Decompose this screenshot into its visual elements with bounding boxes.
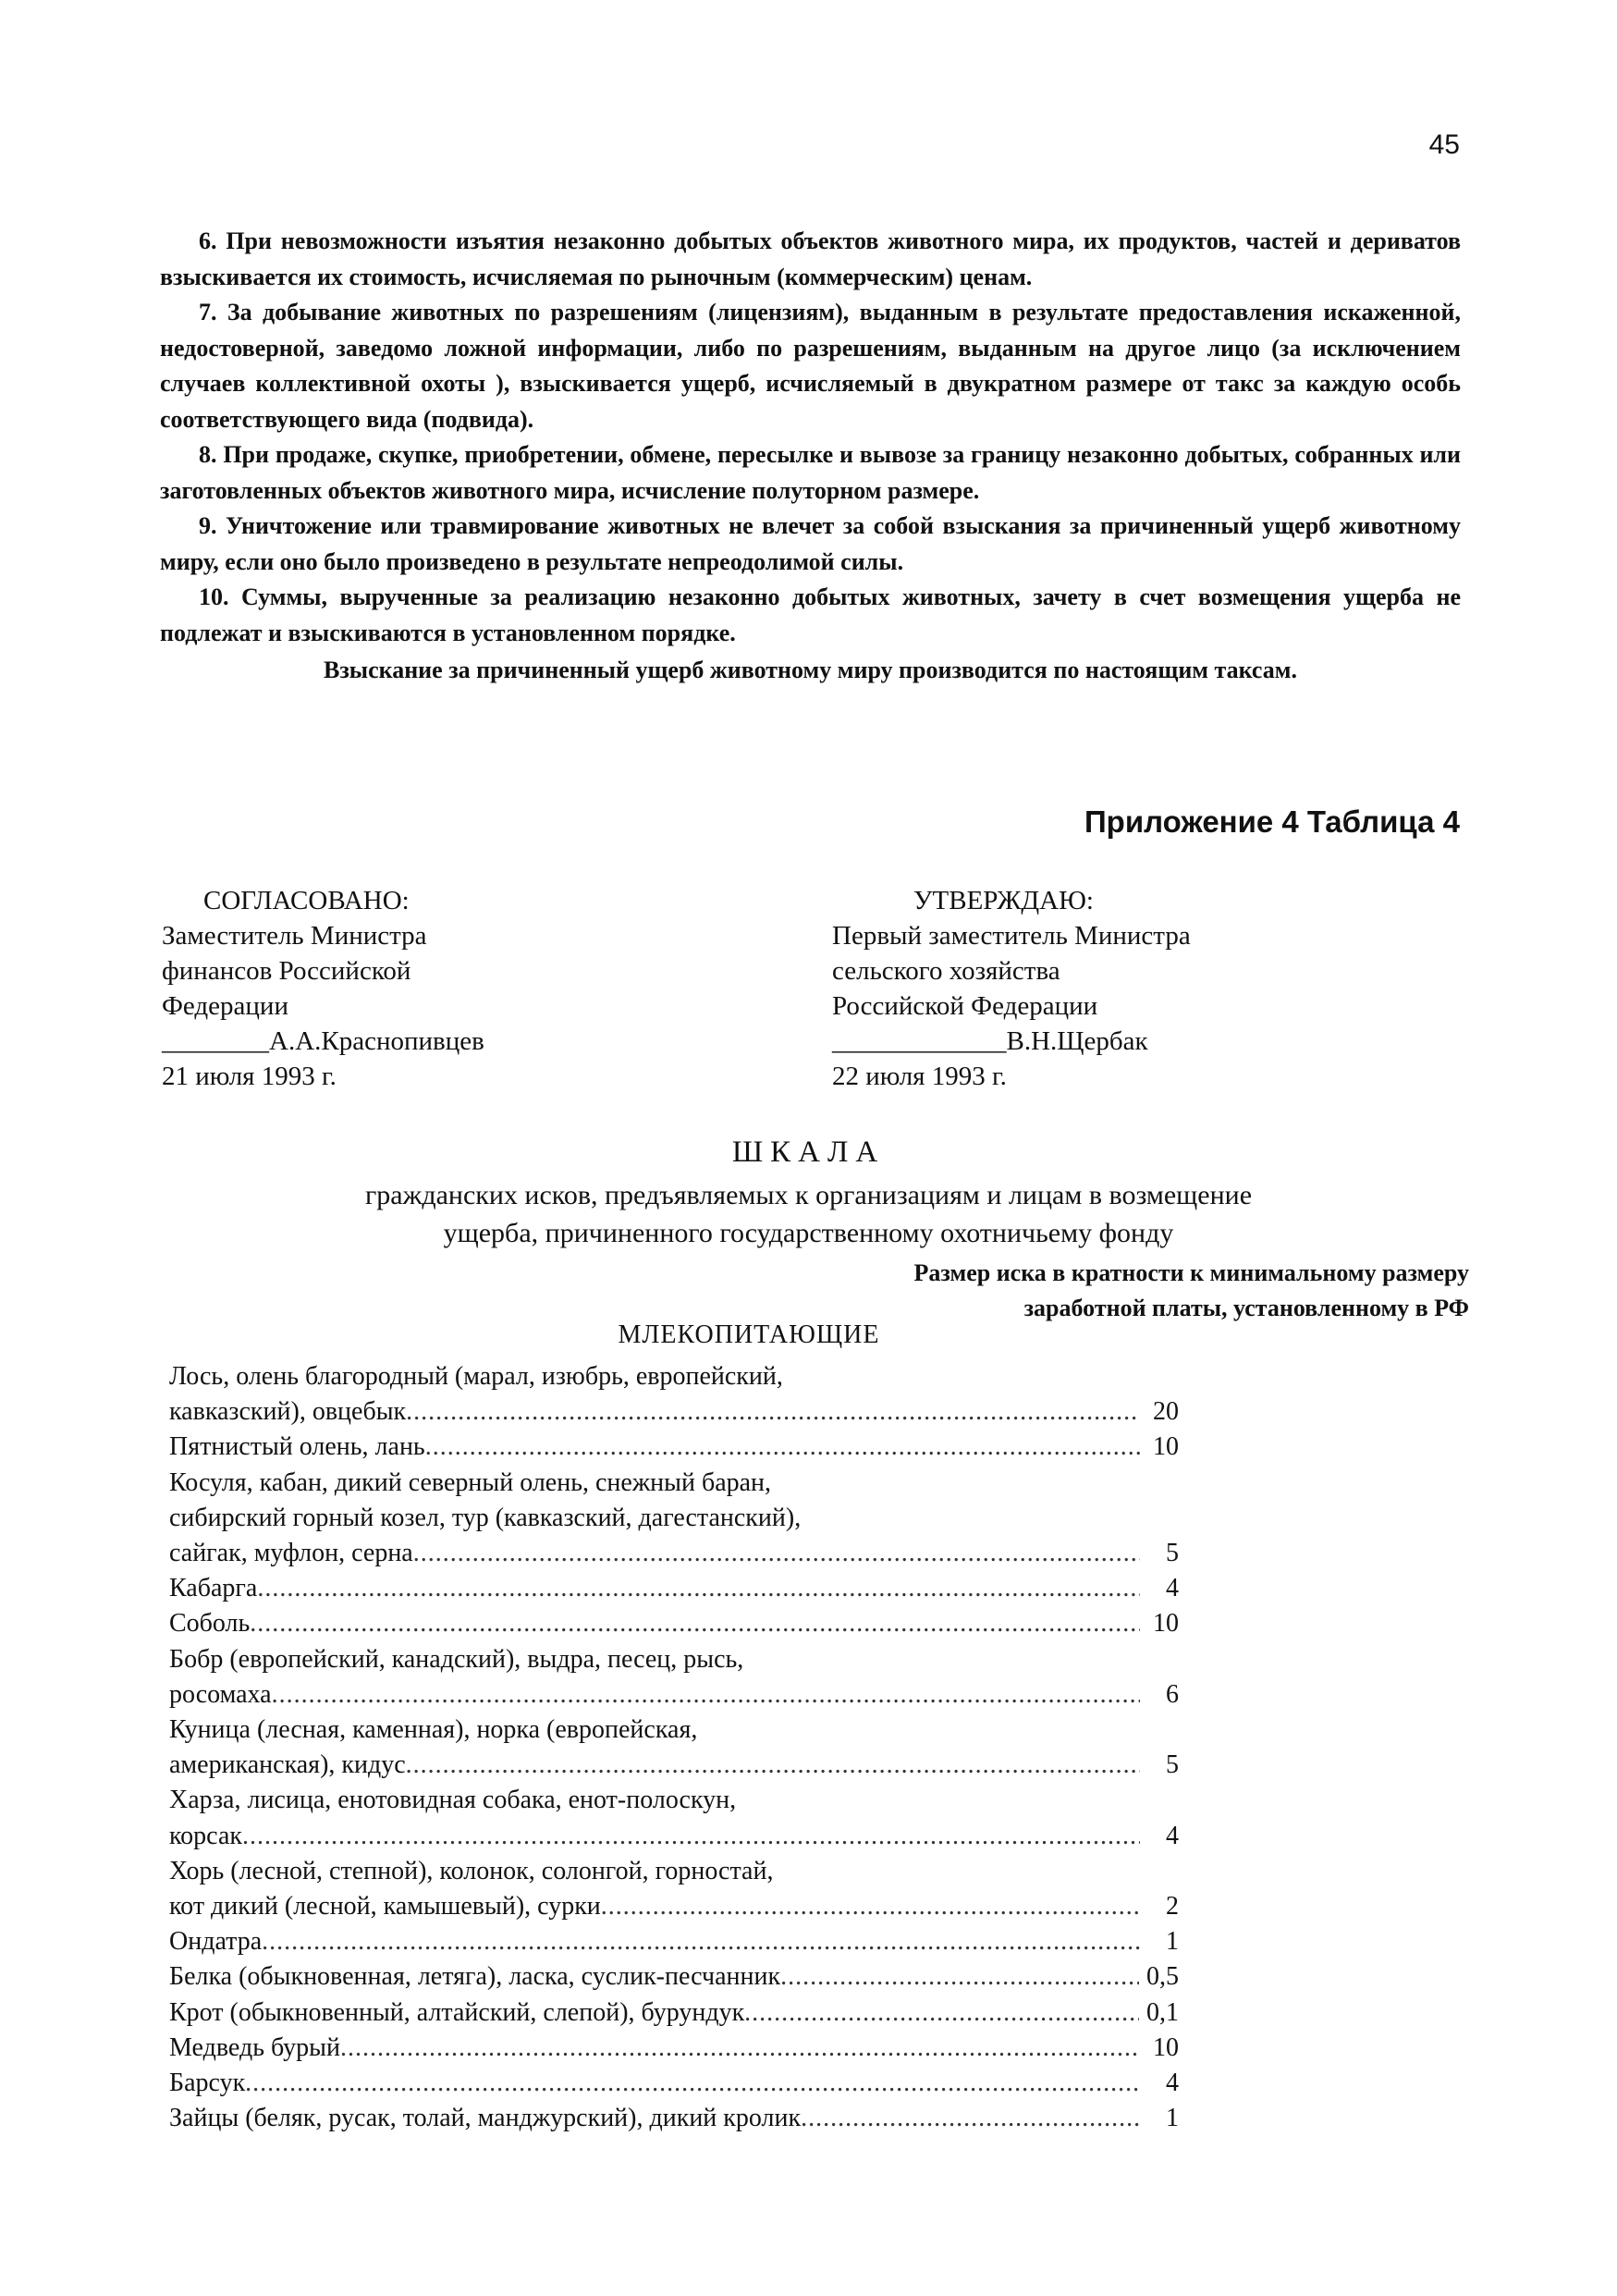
- agreed-position-line-2: финансов Российской: [162, 956, 411, 986]
- species-name: американская), кидус: [169, 1750, 406, 1780]
- dot-leader: [780, 1959, 1139, 1995]
- closing-statement: Взыскание за причиненный ущерб животному миру производится по настоящим таксам.: [323, 657, 1297, 683]
- species-entry-row: [169, 1677, 1179, 1713]
- species-entry-row: [169, 1995, 1179, 2031]
- size-note-line-1: Размер иска в кратности к минимальному размеру: [913, 1259, 1469, 1286]
- appendix-title: Приложение 4 Таблица 4: [1084, 804, 1460, 839]
- species-name: Барсук: [169, 2069, 246, 2098]
- scale-subtitle: [0, 1176, 1617, 1252]
- paragraph-10: 10. Суммы, вырученные за реализацию незаконно добытых животных, зачету в счет возмещения ущерба не подлежат и взыскиваются в установленном порядке.: [160, 583, 1461, 646]
- claim-multiplier: 10: [1153, 2032, 1179, 2062]
- species-entry: [169, 1430, 1179, 1465]
- approved-date: 22 июля 1993 г.: [832, 1062, 1007, 1091]
- claim-multiplier: 0,5: [1146, 1962, 1179, 1992]
- claim-multiplier: 10: [1153, 1432, 1179, 1462]
- claim-multiplier: 2: [1166, 1892, 1179, 1922]
- species-name: росомаха: [169, 1679, 272, 1709]
- species-entry-text: Бобр (европейский, канадский), выдра, песец, рысь,: [169, 1644, 744, 1674]
- agreed-signature: ________А.А.Краснопивцев: [162, 1026, 484, 1056]
- dot-leader: [250, 1606, 1140, 1641]
- species-entry-text: Куница (лесная, каменная), норка (европейская,: [169, 1715, 698, 1745]
- paragraph-6: 6. При невозможности изъятия незаконно добытых объектов животного мира, их продуктов, частей и дериватов взыскивается их стоимость, исчисляемая по рыночным (коммерческим) ценам.: [160, 227, 1461, 290]
- species-name: Медведь бурый: [169, 2032, 340, 2062]
- dot-leader: [406, 1748, 1140, 1783]
- species-entry-row: [169, 2101, 1179, 2136]
- species-name: Пятнистый олень, лань: [169, 1432, 425, 1462]
- agreed-position-line-3: Федерации: [162, 991, 288, 1021]
- approved-position-line-2: сельского хозяйства: [832, 956, 1060, 986]
- species-name: сайгак, муфлон, серна: [169, 1539, 413, 1568]
- section-heading: МЛЕКОПИТАЮЩИЕ: [618, 1320, 880, 1349]
- approved-signature: _____________В.Н.Щербак: [832, 1026, 1148, 1056]
- species-entry: [169, 1959, 1179, 1995]
- claim-multiplier: 0,1: [1146, 1997, 1179, 2027]
- dot-leader: [262, 1924, 1140, 1959]
- dot-leader: [744, 1995, 1139, 2031]
- species-entry-row: [169, 1536, 1179, 1571]
- species-entry-row: [169, 2031, 1179, 2066]
- species-name: корсак: [169, 1821, 242, 1850]
- dot-leader: [801, 2101, 1140, 2136]
- claim-multiplier: 1: [1166, 2104, 1179, 2133]
- paragraph-7: 7. За добывание животных по разрешениям (лицензиям), выданным в результате предоставления искаженной, недостоверной, заведомо ложной информации, либо по разрешениям, выданным на другое лицо (за исключением случаев коллективной охоты ), взыскивается ущерб, исчисляемый в двукратном размере от такс за каждую особь соответствующего вида (подвида).: [160, 299, 1461, 433]
- claim-multiplier: 20: [1153, 1397, 1179, 1427]
- dot-leader: [413, 1536, 1140, 1571]
- claim-multiplier: 4: [1166, 2069, 1179, 2098]
- species-name: Зайцы (беляк, русак, толай, манджурский), дикий кролик: [169, 2104, 802, 2133]
- species-entry-text: Харза, лисица, енотовидная собака, енот-полоскун,: [169, 1786, 737, 1815]
- dot-leader: [406, 1394, 1140, 1430]
- species-name: Ондатра: [169, 1927, 263, 1957]
- approved-position-line-3: Российской Федерации: [832, 991, 1098, 1021]
- dot-leader: [257, 1571, 1140, 1606]
- size-note-line-2: заработной платы, установленному в РФ: [1023, 1295, 1469, 1321]
- species-entry-text: Лось, олень благородный (марал, изюбрь, европейский,: [169, 1362, 783, 1391]
- species-entry-row: [169, 1571, 1179, 1606]
- approved-heading: УТВЕРЖДАЮ:: [913, 886, 1094, 915]
- page-number: 45: [1428, 129, 1460, 160]
- species-name: Соболь: [169, 1609, 251, 1639]
- claim-multiplier: 4: [1166, 1821, 1179, 1850]
- species-list: [169, 1359, 1179, 2136]
- species-entry-row: [169, 1819, 1179, 1854]
- claim-multiplier: 5: [1166, 1750, 1179, 1780]
- approval-approved-block: [832, 883, 1191, 1094]
- species-entry: [169, 2031, 1179, 2066]
- rules-text: [160, 224, 1461, 689]
- species-entry: [169, 2066, 1179, 2101]
- claim-multiplier: 1: [1166, 1927, 1179, 1957]
- species-entry-text: Хорь (лесной, степной), колонок, солонгой, горностай,: [169, 1856, 774, 1885]
- species-entry-row: [169, 1606, 1179, 1641]
- dot-leader: [245, 2066, 1140, 2101]
- species-entry-row: [169, 1748, 1179, 1783]
- dot-leader: [272, 1677, 1140, 1713]
- approved-position-line-1: Первый заместитель Министра: [832, 921, 1191, 951]
- species-entry-row: [169, 1924, 1179, 1959]
- species-entry: [169, 2101, 1179, 2136]
- size-note: [914, 1256, 1469, 1326]
- dot-leader: [242, 1819, 1140, 1854]
- species-entry: [169, 1783, 1179, 1853]
- species-entry-row: [169, 1394, 1179, 1430]
- species-entry-row: [169, 1889, 1179, 1924]
- species-entry: [169, 1606, 1179, 1641]
- species-entry-row: [169, 2066, 1179, 2101]
- scale-subtitle-line-1: гражданских исков, предъявляемых к организациям и лицам в возмещение: [364, 1180, 1253, 1210]
- species-name: Крот (обыкновенный, алтайский, слепой), бурундук: [169, 1997, 745, 2027]
- species-entry-text: Косуля, кабан, дикий северный олень, снежный баран,: [169, 1467, 772, 1497]
- species-entry: [169, 1995, 1179, 2031]
- dot-leader: [601, 1889, 1140, 1924]
- species-name: кот дикий (лесной, камышевый), сурки: [169, 1892, 601, 1922]
- species-entry-row: [169, 1430, 1179, 1465]
- species-entry-text: сибирский горный козел, тур (кавказский, дагестанский),: [169, 1503, 802, 1532]
- claim-multiplier: 6: [1166, 1679, 1179, 1709]
- claim-multiplier: 5: [1166, 1539, 1179, 1568]
- species-name: Белка (обыкновенная, летяга), ласка, суслик-песчанник: [169, 1962, 781, 1992]
- species-entry: [169, 1854, 1179, 1924]
- claim-multiplier: 10: [1153, 1609, 1179, 1639]
- scale-subtitle-line-2: ущерба, причиненного государственному охотничьему фонду: [443, 1218, 1174, 1248]
- species-entry: [169, 1359, 1179, 1430]
- agreed-heading: СОГЛАСОВАНО:: [203, 886, 410, 915]
- paragraph-9: 9. Уничтожение или травмирование животных не влечет за собой взыскания за причиненный ущерб животному миру, если оно было произведено в результате непреодолимой силы.: [160, 512, 1461, 575]
- paragraph-8: 8. При продаже, скупке, приобретении, обмене, пересылке и вывозе за границу незаконно добытых, собранных или заготовленных объектов животного мира, исчисление полуторном размере.: [160, 441, 1461, 504]
- species-entry: [169, 1466, 1179, 1572]
- dot-leader: [340, 2031, 1140, 2066]
- species-entry: [169, 1713, 1179, 1783]
- agreed-position-line-1: Заместитель Министра: [162, 921, 427, 951]
- dot-leader: [425, 1430, 1140, 1465]
- species-entry: [169, 1924, 1179, 1959]
- scale-title: ШКАЛА: [731, 1136, 886, 1169]
- species-entry-row: [169, 1959, 1179, 1995]
- species-entry: [169, 1642, 1179, 1713]
- species-name: кавказский), овцебык: [169, 1397, 407, 1427]
- species-name: Кабарга: [169, 1574, 258, 1603]
- claim-multiplier: 4: [1166, 1574, 1179, 1603]
- approval-agreed-block: [162, 883, 484, 1094]
- agreed-date: 21 июля 1993 г.: [162, 1062, 337, 1091]
- species-entry: [169, 1571, 1179, 1606]
